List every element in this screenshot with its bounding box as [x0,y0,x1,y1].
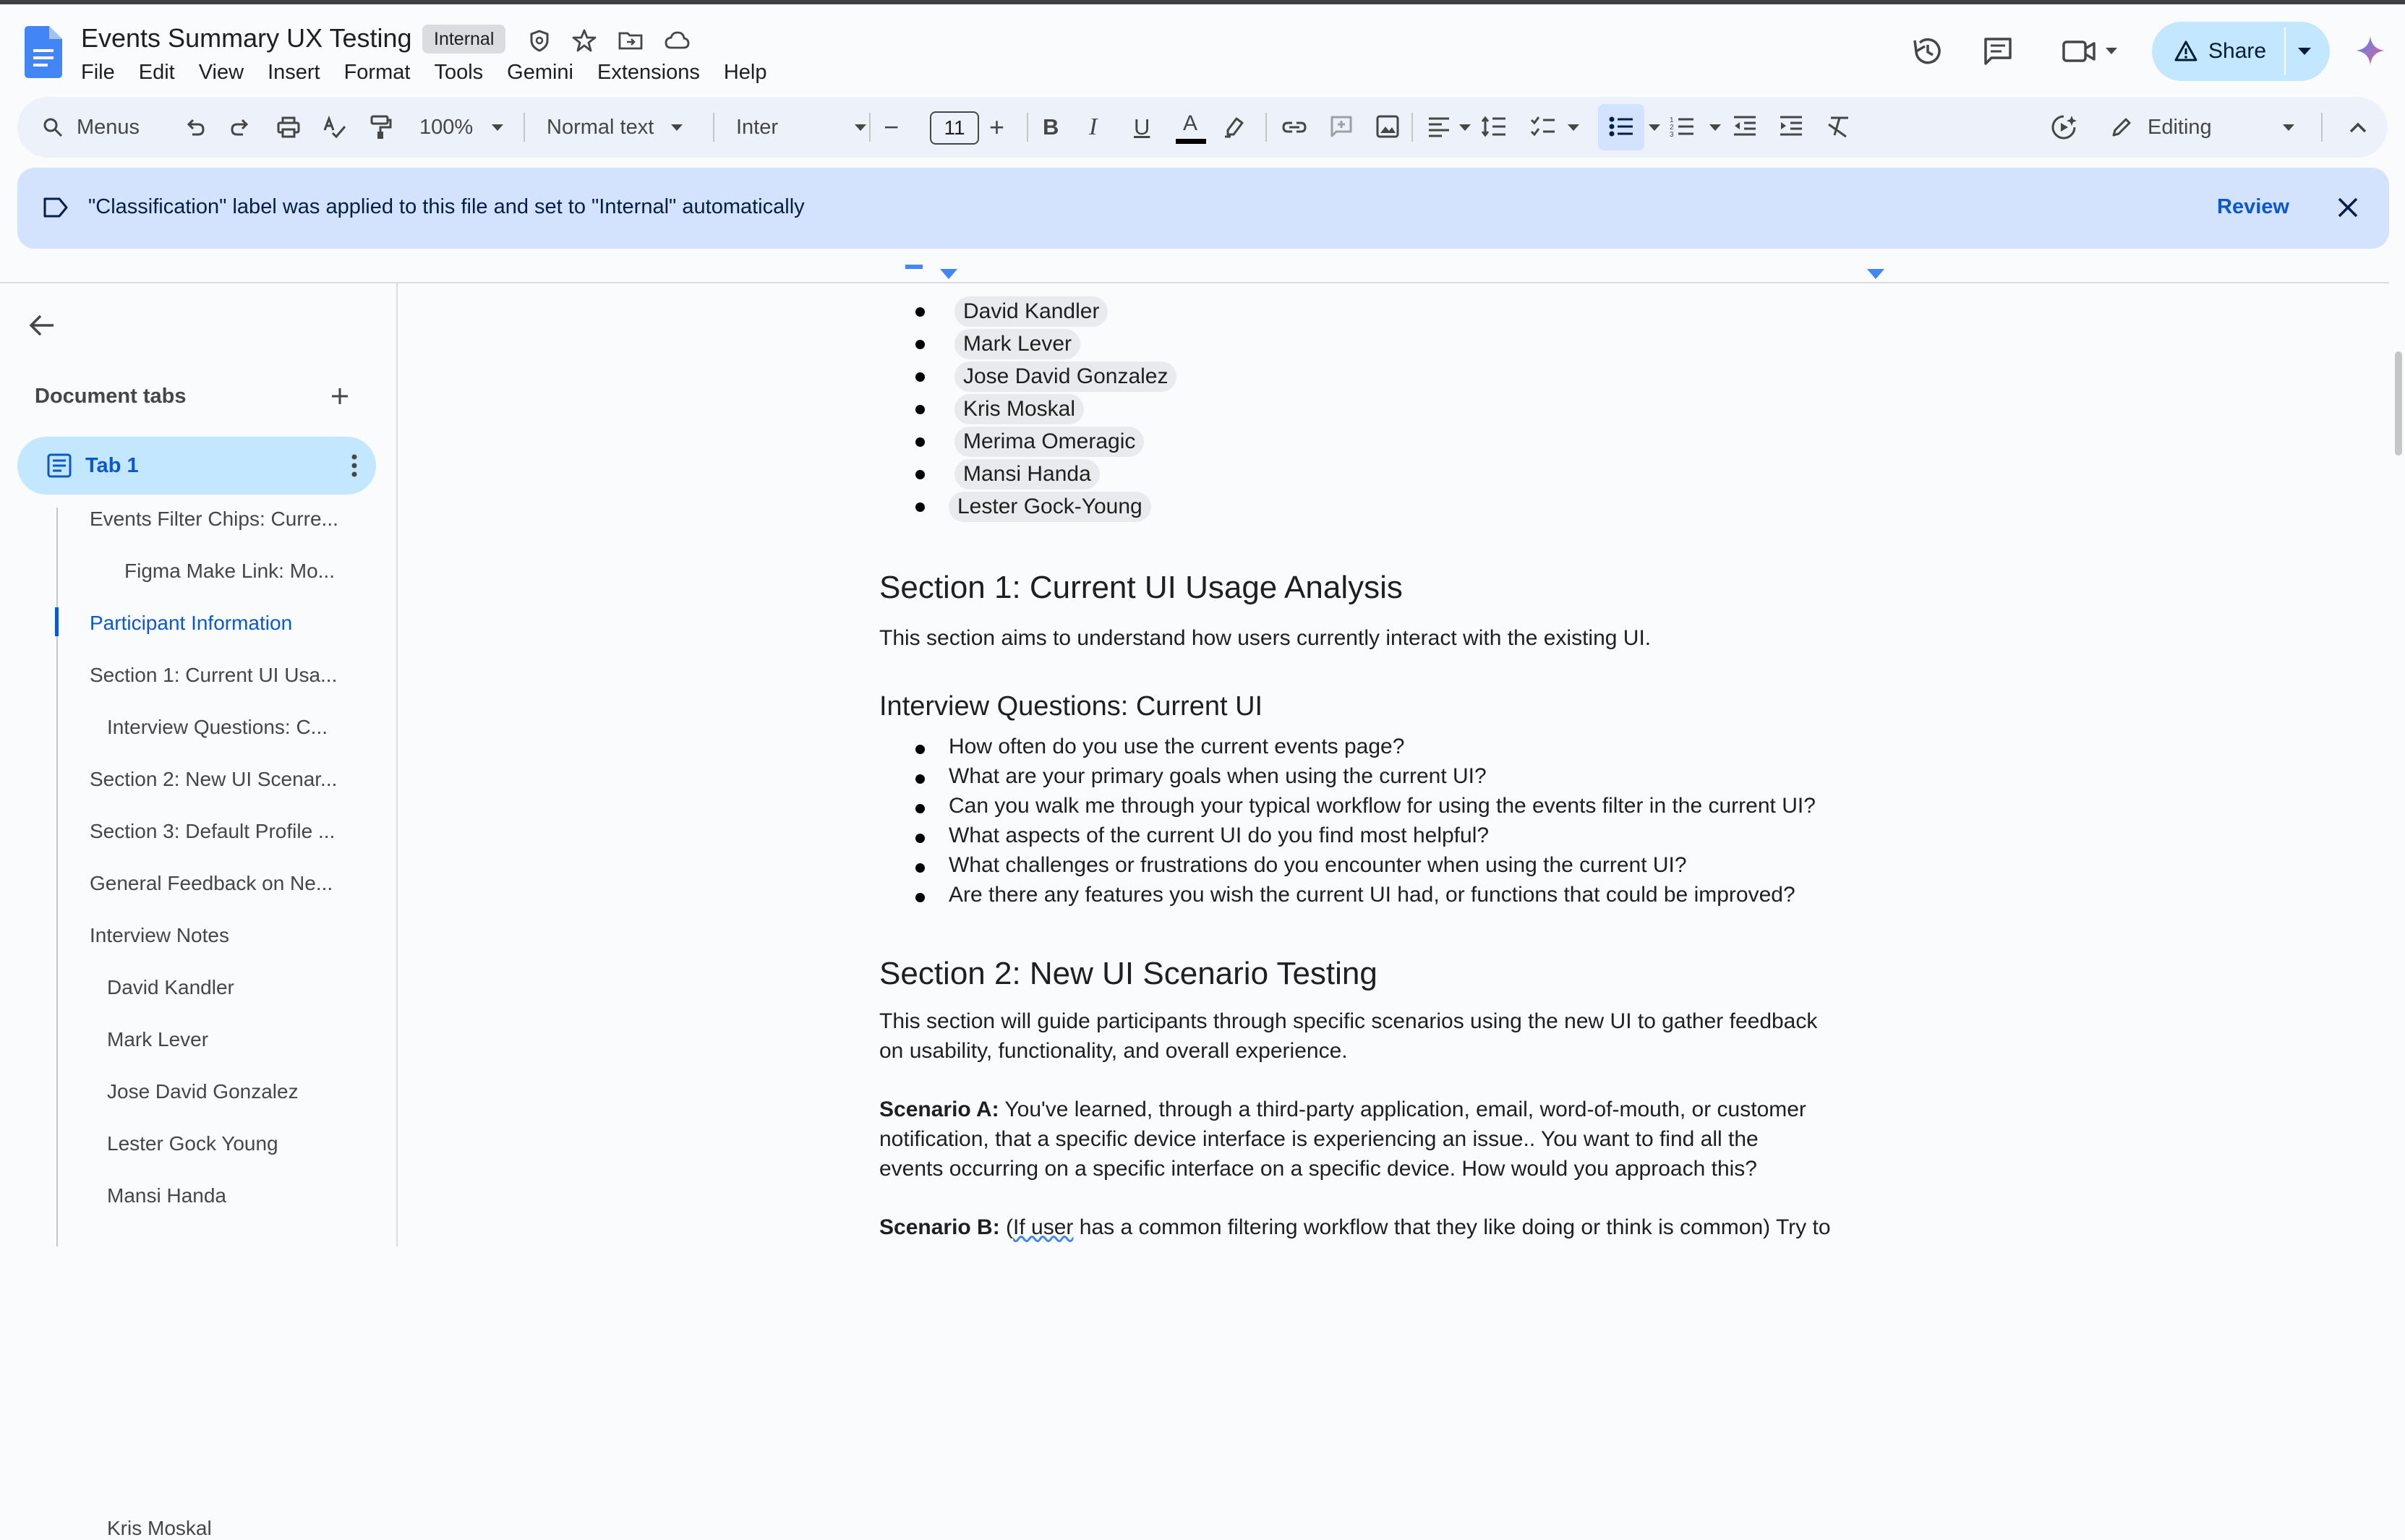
menu-view[interactable]: View [198,61,244,84]
close-icon[interactable] [2336,195,2360,220]
person-chip[interactable]: Lester Gock-Young [949,492,1151,522]
editing-mode-select[interactable] [2110,97,2294,158]
first-line-indent-marker[interactable] [905,265,923,269]
question-item: Can you walk me through your typical workflow for using the events filter in the current UI? [949,794,1816,818]
title-bar [0,4,2405,94]
docs-logo-icon[interactable] [25,26,62,78]
text-color-button[interactable] [1174,107,1208,149]
outline-item[interactable]: Interview Questions: C... [107,716,328,738]
italic-button[interactable]: I [1089,114,1098,140]
smart-compose-icon[interactable] [2049,113,2078,142]
tab-more-options-icon[interactable] [338,450,370,482]
line-spacing-icon[interactable] [1481,114,1507,139]
banner-message: "Classification" label was applied to this file and set to "Internal" automatically [88,195,805,218]
paint-format-icon[interactable] [369,114,392,140]
underline-button[interactable]: U [1134,114,1150,140]
insert-image-icon[interactable] [1375,114,1400,139]
bullet [915,804,925,813]
question-item: Are there any features you wish the current UI had, or functions that could be improved? [949,883,1795,907]
section-1-text: This section aims to understand how users currently interact with the existing UI. [879,626,1652,650]
question-item: How often do you use the current events page? [949,735,1405,758]
scenario-a-text: You've learned, through a third-party application, email, word-of-mouth, or customer [999,1098,1806,1121]
spellcheck-icon[interactable] [322,116,347,139]
menu-extensions[interactable]: Extensions [597,61,700,84]
undo-icon[interactable] [184,116,207,139]
gemini-sparkle-icon[interactable] [2354,35,2386,67]
zoom-value: 100% [419,115,474,139]
outline-item[interactable]: General Feedback on Ne... [90,872,333,894]
bullet [915,372,925,382]
review-link[interactable]: Review [2217,195,2289,218]
insert-link-icon[interactable] [1281,116,1307,139]
bullet [915,745,925,754]
outline-item[interactable]: Interview Notes [90,924,229,946]
increase-font-size-button[interactable]: + [989,112,1005,142]
pencil-icon [2110,116,2133,139]
section-2-text-line: This section will guide participants through specific scenarios using the new UI to gather feedback [879,1009,1818,1033]
increase-indent-icon[interactable] [1779,114,1803,139]
editing-mode-value: Editing [2148,115,2212,139]
formatting-toolbar [17,97,2388,158]
align-left-icon[interactable] [1427,116,1451,137]
menu-gemini[interactable]: Gemini [507,61,573,84]
svg-text:2: 2 [1670,124,1674,132]
menu-help[interactable]: Help [723,61,767,84]
menu-file[interactable]: File [81,61,115,84]
font-select[interactable] [736,97,866,158]
outline-item[interactable]: Mark Lever [107,1028,209,1051]
bullet [915,774,925,784]
question-item: What aspects of the current UI do you find most helpful? [949,824,1490,847]
bullet [915,340,925,349]
decrease-indent-icon[interactable] [1733,114,1757,139]
svg-text:1: 1 [1670,116,1674,124]
star-icon[interactable] [571,27,597,54]
back-arrow-icon[interactable] [26,309,58,341]
scenario-b-label: Scenario B: [879,1215,1000,1239]
menu-tools[interactable]: Tools [434,61,484,84]
person-chip[interactable]: Merima Omeragic [954,427,1144,457]
print-icon[interactable] [276,116,301,139]
clear-formatting-icon[interactable] [1827,114,1851,139]
section-2-heading: Section 2: New UI Scenario Testing [879,956,1377,991]
scrollbar-thumb[interactable] [2395,351,2402,455]
menu-insert[interactable]: Insert [268,61,320,84]
scenario-b-paren: ( [999,1215,1014,1239]
search-icon [42,116,64,138]
outline-item[interactable]: Section 1: Current UI Usa... [90,664,338,686]
outline-item[interactable]: Jose David Gonzalez [107,1080,299,1103]
tab-1-label: Tab 1 [85,454,139,477]
share-label: Share [2208,39,2267,63]
section-1-heading: Section 1: Current UI Usage Analysis [879,570,1403,605]
add-comment-icon[interactable] [1329,114,1354,139]
spelling-suggestion[interactable]: If user [1013,1215,1074,1239]
share-button[interactable] [2152,22,2330,81]
menu-format[interactable]: Format [343,61,411,84]
svg-text:3: 3 [1670,131,1674,139]
bullet [915,437,925,447]
outline-item[interactable]: Figma Make Link: Mo... [124,560,335,582]
checklist-icon[interactable] [1530,114,1556,139]
classification-badge[interactable]: Internal [422,25,505,54]
decrease-font-size-button[interactable]: − [884,112,900,142]
bullet [915,470,925,479]
person-chip[interactable]: Mansi Handa [954,459,1100,489]
font-value: Inter [736,115,779,139]
bullet [915,893,925,902]
add-tab-icon[interactable] [325,382,354,411]
version-history-icon[interactable] [1909,33,1945,69]
outline-item[interactable]: Section 2: New UI Scenar... [90,768,338,790]
paragraph-style-value: Normal text [547,115,654,139]
outline-item[interactable]: David Kandler [107,976,234,998]
document-tabs-sidebar [0,283,398,1539]
outline-item[interactable]: Kris Moskal [107,1517,212,1539]
person-chip[interactable]: Jose David Gonzalez [954,362,1176,392]
question-item: What challenges or frustrations do you encounter when using the current UI? [949,853,1687,877]
right-indent-marker-icon[interactable] [1867,269,1884,279]
outline-item[interactable]: Events Filter Chips: Curre... [90,508,338,530]
outline-item[interactable]: Section 3: Default Profile ... [90,820,336,842]
scenario-a-line [879,1095,1806,1124]
zoom-select[interactable] [419,97,503,158]
font-size-input[interactable]: 11 [930,111,979,145]
tab-1[interactable] [17,437,376,495]
bullet [915,502,925,512]
scenario-b-text: has a common filtering workflow that they like doing or think is common) Try to [1073,1215,1831,1239]
scenario-a-label: Scenario A: [879,1098,999,1121]
document-title[interactable]: Events Summary UX Testing [81,23,412,53]
outline-item-active[interactable]: Participant Information [90,612,293,634]
person-chip[interactable]: David Kandler [954,296,1108,327]
comments-icon[interactable] [1980,33,2016,69]
scenario-a-line: notification, that a specific device interface is experiencing an issue.. You want to find all the [879,1127,1759,1151]
warning-icon [2174,39,2198,64]
text-color-glyph-icon: A [1183,111,1198,135]
menu-bar [81,61,791,85]
collapse-toolbar-icon[interactable] [2347,117,2369,137]
menu-edit[interactable]: Edit [138,61,175,84]
shield-label-icon[interactable] [526,27,552,54]
bold-button[interactable]: B [1043,114,1059,140]
bullet [915,405,925,414]
outline-item[interactable]: Mansi Handa [107,1184,226,1207]
menus-search[interactable] [42,97,140,158]
paragraph-style-select[interactable] [547,97,683,158]
document-tabs-heading: Document tabs [35,385,187,408]
person-chip[interactable]: Mark Lever [954,329,1080,359]
highlight-color-icon[interactable] [1222,114,1247,139]
bullet [915,863,925,873]
meet-dropdown-caret-icon[interactable] [2106,48,2117,54]
outline-item[interactable]: Lester Gock Young [107,1132,278,1155]
redo-icon[interactable] [228,116,252,139]
move-folder-icon[interactable] [618,27,644,54]
bulleted-list-icon[interactable] [1608,114,1634,139]
bullet [915,834,925,843]
tab-document-icon [45,451,74,480]
numbered-list-icon[interactable] [1669,114,1695,139]
section-2-text-line: on usability, functionality, and overall experience. [879,1039,1348,1063]
person-chip[interactable]: Kris Moskal [954,394,1084,424]
bullet [915,307,925,317]
questions-heading: Interview Questions: Current UI [879,691,1263,722]
meet-video-icon[interactable] [2061,33,2097,69]
classification-banner [17,168,2389,249]
menus-search-label: Menus [77,115,140,139]
question-item: What are your primary goals when using the current UI? [949,764,1487,788]
cloud-saved-icon[interactable] [664,27,690,54]
share-dropdown-icon[interactable] [2298,48,2311,55]
outline-active-marker [55,607,59,636]
label-icon [42,195,69,220]
left-indent-marker-icon[interactable] [940,269,957,279]
scenario-a-line: events occurring on a specific interface on a specific device. How would you approach this? [879,1157,1757,1181]
scenario-b-line [879,1212,1831,1242]
